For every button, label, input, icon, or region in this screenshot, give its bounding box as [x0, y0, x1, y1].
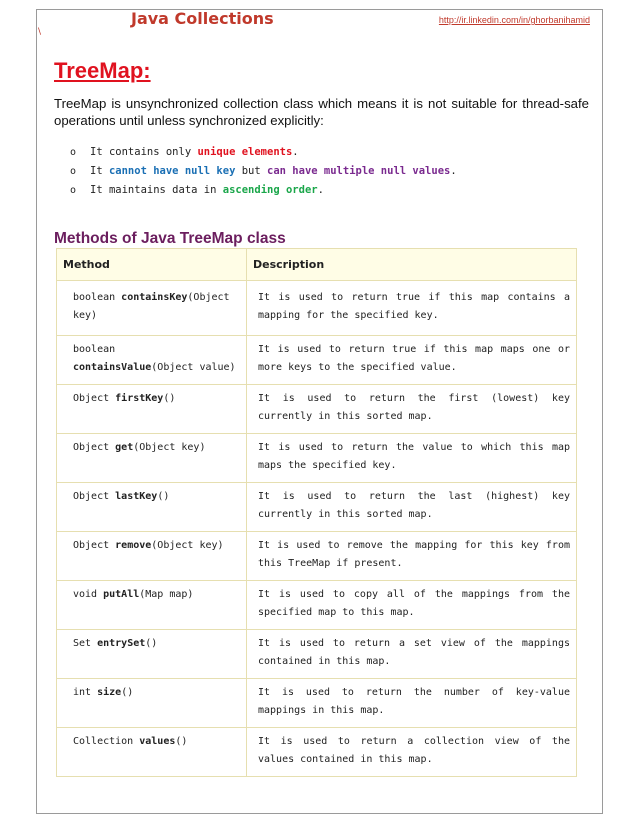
table-row: [57, 581, 577, 630]
description-cell: It is used to return true if this map contains a mapping for the specified key.: [247, 281, 577, 336]
intro-paragraph: TreeMap is unsynchronized collection class which means it is not suitable for thread-safe operations until unless synchronized explicitly:: [54, 96, 589, 128]
feature-list: [54, 143, 594, 200]
corner-mark: \: [38, 27, 42, 37]
description-cell: It is used to copy all of the mappings from the specified map to this map.: [247, 581, 577, 630]
column-header-method: Method: [57, 249, 247, 281]
header-title: Java Collections: [131, 9, 274, 28]
description-cell: It is used to return the first (lowest) key currently in this sorted map.: [247, 385, 577, 434]
list-item-text: .: [317, 184, 324, 196]
method-cell: boolean containsKey(Object key): [57, 281, 247, 336]
table-row: [57, 336, 577, 385]
list-item: [54, 162, 594, 181]
list-item-text: It: [90, 165, 109, 177]
page-title: TreeMap:: [54, 58, 151, 83]
list-item: [54, 143, 594, 162]
table-row: [57, 728, 577, 777]
highlight-text: cannot have null key: [108, 165, 236, 177]
method-cell: int size(): [57, 679, 247, 728]
description-cell: It is used to remove the mapping for this key from this TreeMap if present.: [247, 532, 577, 581]
list-item-text: It maintains data in: [90, 184, 223, 196]
method-cell: Object remove(Object key): [57, 532, 247, 581]
methods-table: [56, 248, 577, 777]
table-header-row: [57, 249, 577, 281]
description-cell: It is used to return a set view of the mappings contained in this map.: [247, 630, 577, 679]
table-row: [57, 679, 577, 728]
method-cell: Object lastKey(): [57, 483, 247, 532]
table-row: [57, 483, 577, 532]
description-cell: It is used to return the value to which this map maps the specified key.: [247, 434, 577, 483]
table-row: [57, 385, 577, 434]
method-cell: boolean containsValue(Object value): [57, 336, 247, 385]
table-row: [57, 630, 577, 679]
list-item-text: It contains only: [90, 146, 198, 158]
description-cell: It is used to return the number of key-value mappings in this map.: [247, 679, 577, 728]
table-row: [57, 434, 577, 483]
list-item: [54, 181, 594, 200]
description-cell: It is used to return the last (highest) key currently in this sorted map.: [247, 483, 577, 532]
method-cell: Object get(Object key): [57, 434, 247, 483]
header-link[interactable]: http://ir.linkedin.com/in/ghorbanihamid: [438, 15, 590, 25]
method-cell: void putAll(Map map): [57, 581, 247, 630]
description-cell: It is used to return true if this map maps one or more keys to the specified value.: [247, 336, 577, 385]
highlight-text: ascending order: [222, 184, 318, 196]
list-item-text: .: [292, 146, 299, 158]
list-item-text: but: [235, 165, 268, 177]
method-cell: Set entrySet(): [57, 630, 247, 679]
list-item-text: .: [450, 165, 457, 177]
bullet-marker: o: [70, 185, 77, 196]
bullet-marker: o: [70, 166, 77, 177]
section-title: Methods of Java TreeMap class: [54, 230, 286, 247]
highlight-text: unique elements: [197, 146, 293, 158]
highlight-text: can have multiple null values: [267, 165, 451, 177]
table-row: [57, 532, 577, 581]
column-header-description: Description: [247, 249, 577, 281]
description-cell: It is used to return a collection view of the values contained in this map.: [247, 728, 577, 777]
method-cell: Object firstKey(): [57, 385, 247, 434]
table-row: [57, 281, 577, 336]
bullet-marker: o: [70, 147, 77, 158]
method-cell: Collection values(): [57, 728, 247, 777]
